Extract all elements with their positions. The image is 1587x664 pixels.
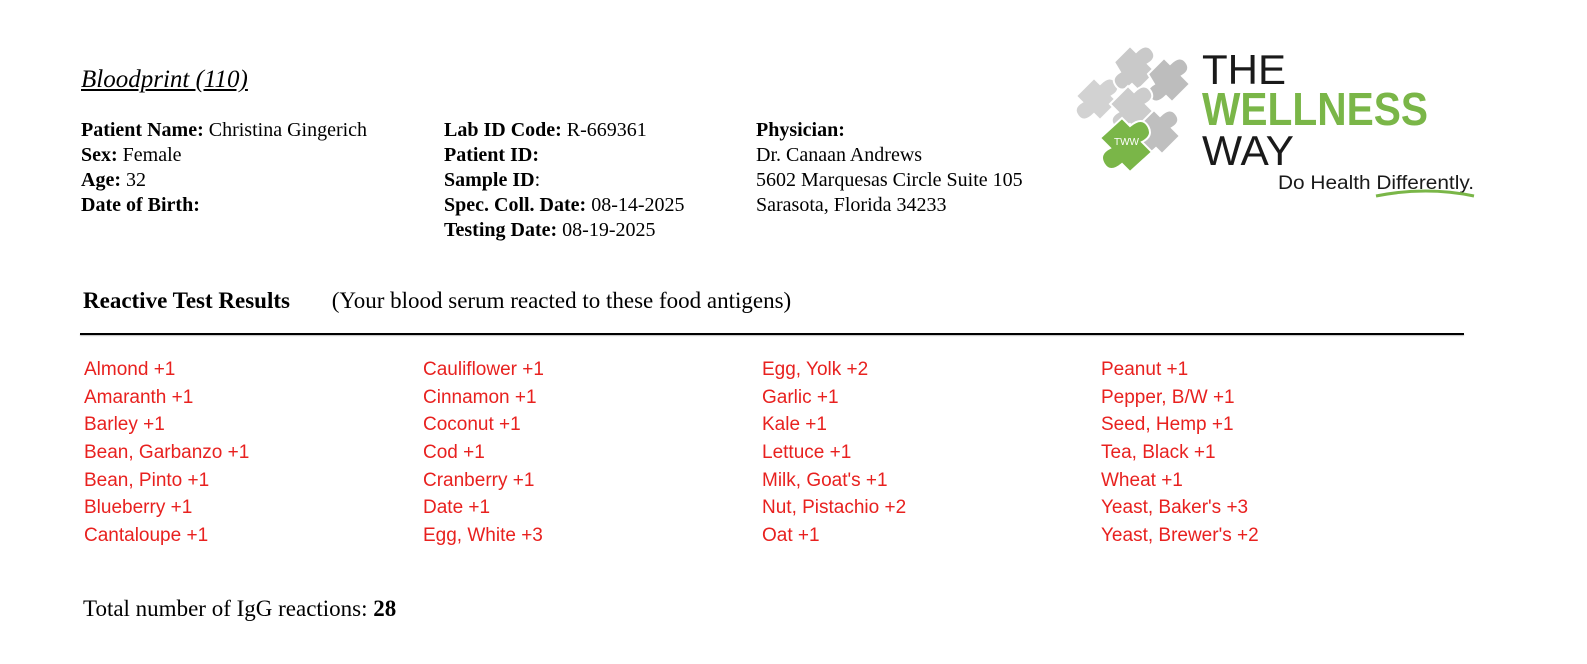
logo-tagline: Do Health Differently.	[1278, 173, 1474, 194]
coll-date-row	[444, 193, 685, 218]
logo-line2: WELLNESS	[1202, 83, 1428, 135]
sex-label: Sex:	[81, 144, 118, 166]
dob-label: Date of Birth:	[81, 194, 200, 216]
result-item: Nut, Pistachio +2	[762, 497, 907, 519]
results-heading-row	[83, 288, 791, 314]
patient-name: Christina Gingerich	[208, 119, 368, 141]
result-item: Pepper, B/W +1	[1101, 386, 1235, 408]
total-count: 28	[373, 596, 397, 621]
testing-date-label: Testing Date:	[444, 219, 558, 241]
result-item: Tea, Black +1	[1101, 442, 1216, 464]
sex-row	[81, 143, 367, 168]
result-item: Egg, Yolk +2	[762, 359, 869, 380]
patient-name-label: Patient Name:	[81, 119, 204, 141]
lab-id-label: Lab ID Code:	[444, 119, 562, 141]
total-label: Total number of IgG reactions:	[83, 596, 368, 621]
result-item: Egg, White +3	[423, 525, 543, 547]
result-item: Seed, Hemp +1	[1101, 414, 1234, 436]
age-label: Age:	[81, 169, 121, 191]
physician-label: Physician:	[756, 119, 845, 141]
result-item: Almond +1	[84, 359, 176, 380]
results-column-1	[84, 356, 414, 550]
coll-date-label: Spec. Coll. Date:	[444, 194, 587, 216]
sample-id-colon: :	[534, 169, 541, 191]
result-item: Peanut +1	[1101, 359, 1189, 380]
result-item: Cod +1	[423, 442, 485, 464]
age-row	[81, 168, 367, 193]
lab-id-value: R-669361	[566, 119, 647, 141]
result-item: Garlic +1	[762, 386, 839, 408]
sex-value: Female	[122, 144, 182, 166]
logo-line3: WAY	[1202, 127, 1294, 174]
patient-info	[81, 118, 367, 218]
results-column-2	[423, 356, 753, 550]
coll-date-value: 08-14-2025	[591, 194, 685, 216]
logo-line1: THE	[1202, 46, 1286, 93]
results-subheading: (Your blood serum reacted to these food antigens)	[331, 288, 792, 313]
result-item: Milk, Goat's +1	[762, 469, 888, 491]
results-column-3	[762, 356, 1092, 550]
result-item: Bean, Garbanzo +1	[84, 442, 250, 464]
result-item: Cranberry +1	[423, 469, 535, 491]
section-divider	[80, 333, 1464, 335]
result-item: Date +1	[423, 497, 491, 519]
wellness-way-logo	[1066, 38, 1486, 208]
result-item: Yeast, Brewer's +2	[1101, 525, 1259, 547]
physician-info	[756, 118, 1023, 218]
result-item: Kale +1	[762, 414, 827, 436]
result-item: Cinnamon +1	[423, 386, 537, 408]
result-item: Amaranth +1	[84, 386, 194, 408]
result-item: Oat +1	[762, 525, 820, 547]
results-column-4	[1101, 356, 1431, 550]
patient-id-row	[444, 143, 685, 168]
physician-address-line1: 5602 Marquesas Circle Suite 105	[756, 169, 1023, 191]
total-reactions	[83, 596, 396, 622]
patient-id-label: Patient ID:	[444, 144, 539, 166]
results-heading: Reactive Test Results	[83, 288, 290, 313]
dob-row	[81, 193, 367, 218]
result-item: Coconut +1	[423, 414, 521, 436]
physician-address-line2: Sarasota, Florida 34233	[756, 194, 947, 216]
result-item: Bean, Pinto +1	[84, 469, 210, 491]
patient-name-row	[81, 118, 367, 143]
lab-info	[444, 118, 685, 243]
age-value: 32	[125, 169, 146, 191]
testing-date-value: 08-19-2025	[562, 219, 656, 241]
lab-id-row	[444, 118, 685, 143]
result-item: Yeast, Baker's +3	[1101, 497, 1249, 519]
physician-name: Dr. Canaan Andrews	[756, 144, 923, 166]
result-item: Cantaloupe +1	[84, 525, 209, 547]
sample-id-row	[444, 168, 685, 193]
logo-badge-text: TWW	[1114, 137, 1139, 148]
result-item: Lettuce +1	[762, 442, 852, 464]
result-item: Blueberry +1	[84, 497, 193, 519]
result-item: Barley +1	[84, 414, 165, 436]
testing-date-row	[444, 218, 685, 243]
result-item: Cauliflower +1	[423, 359, 544, 380]
report-title: Bloodprint (110)	[81, 66, 248, 93]
puzzle-pieces-icon	[1076, 46, 1190, 172]
result-item: Wheat +1	[1101, 469, 1183, 491]
sample-id-label: Sample ID	[444, 169, 535, 191]
